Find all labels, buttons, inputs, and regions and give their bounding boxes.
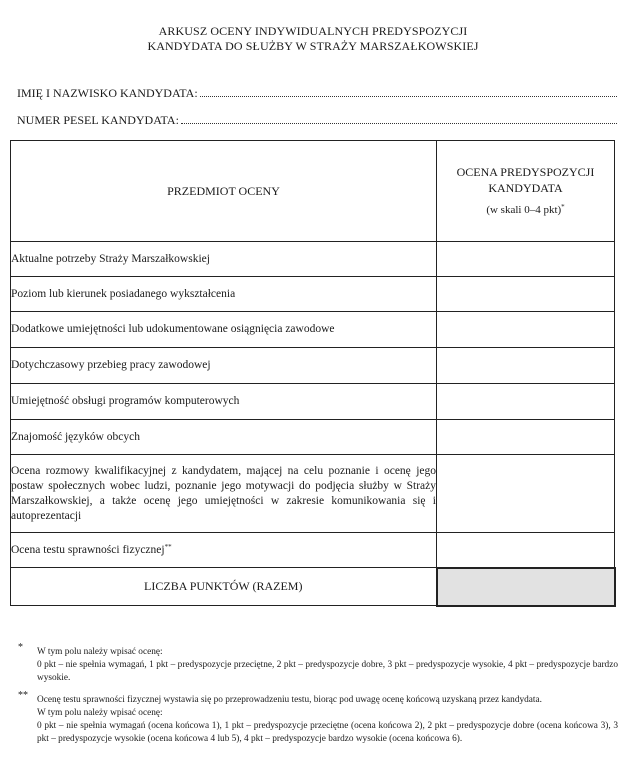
footnote-1-mark: *	[18, 642, 23, 653]
footnote-1-line1: W tym polu należy wpisać ocenę:	[37, 647, 163, 657]
candidate-name-dotted-line[interactable]	[200, 86, 617, 97]
subject-column-header-text: PRZEDMIOT OCENY	[167, 183, 280, 198]
criterion-languages: Znajomość języków obcych	[11, 420, 437, 455]
table-row	[11, 277, 615, 312]
footnote-1-line2: 0 pkt – nie spełnia wymagań, 1 pkt – predyspozycje przeciętne, 2 pkt – predyspozycje dobre, 3 pkt – predyspozycje wysokie, 4 pkt – predyspozycje bardzo wysokie.	[37, 660, 618, 683]
criterion-interview: Ocena rozmowy kwalifikacyjnej z kandydatem, mającej na celu poznanie i ocenę jego postaw społecznych wobec ludzi, poznanie jego motywacji do podjęcia służby w Straży Marszałkowskiej, a także ocenę jego umiejętności w zakresie komunikowania się i autoprezentacji	[11, 455, 437, 533]
footnote-2-line3: 0 pkt – nie spełnia wymagań (ocena końcowa 1), 1 pkt – predyspozycje przeciętne (ocena końcowa 2), 2 pkt – predyspozycje dobre (ocena końcowa 3), 3 pkt – predyspozycje wysokie (ocena końcowa 4 lub 5), 4 pkt – predyspozycje bardzo wysokie (ocena końcowa 6).	[37, 721, 618, 744]
table-row	[11, 455, 615, 533]
candidate-pesel-dotted-line[interactable]	[181, 113, 617, 124]
score-header-line1: OCENA PREDYSPOZYCJI	[456, 165, 595, 179]
form-title	[0, 24, 626, 54]
table-row	[11, 420, 615, 455]
total-score-cell[interactable]	[437, 568, 615, 606]
footnote-1	[37, 646, 618, 685]
subject-column-header	[11, 141, 437, 242]
form-title-line1: ARKUSZ OCENY INDYWIDUALNYCH PREDYSPOZYCJI	[158, 24, 468, 38]
score-cell-education[interactable]	[437, 277, 615, 312]
candidate-name-label: IMIĘ I NAZWISKO KANDYDATA:	[17, 86, 198, 100]
criterion-education: Poziom lub kierunek posiadanego wykształcenia	[11, 277, 437, 312]
assessment-table	[10, 140, 616, 607]
footnote-ref-1: *	[561, 203, 565, 211]
total-row	[11, 568, 615, 606]
footnote-2-mark: **	[18, 690, 28, 701]
table-row	[11, 242, 615, 277]
score-cell-physical-test[interactable]	[437, 533, 615, 568]
score-scale-note	[486, 202, 564, 218]
score-cell-work-history[interactable]	[437, 348, 615, 384]
table-row	[11, 312, 615, 348]
footnote-2-line1: Ocenę testu sprawności fizycznej wystawia się po przeprowadzeniu testu, biorąc pod uwagę ocenę końcową uzyskaną przez kandydata.	[37, 695, 542, 705]
table-row	[11, 348, 615, 384]
criterion-computer-skills: Umiejętność obsługi programów komputerowych	[11, 384, 437, 420]
candidate-pesel-field[interactable]	[17, 113, 617, 127]
score-header-line2: KANDYDATA	[488, 181, 563, 195]
table-header-row	[11, 141, 615, 242]
footnote-ref-2: **	[164, 542, 172, 551]
criterion-skills: Dodatkowe umiejętności lub udokumentowane osiągnięcia zawodowe	[11, 312, 437, 348]
score-cell-needs[interactable]	[437, 242, 615, 277]
score-scale-text: (w skali 0–4 pkt)	[486, 204, 562, 216]
form-title-line2: KANDYDATA DO SŁUŻBY W STRAŻY MARSZAŁKOWSKIEJ	[147, 39, 479, 53]
table-row	[11, 533, 615, 568]
score-column-header	[437, 141, 615, 242]
score-cell-languages[interactable]	[437, 420, 615, 455]
footnote-2	[37, 694, 618, 746]
score-cell-interview[interactable]	[437, 455, 615, 533]
table-row	[11, 384, 615, 420]
criterion-needs: Aktualne potrzeby Straży Marszałkowskiej	[11, 242, 437, 277]
score-cell-skills[interactable]	[437, 312, 615, 348]
candidate-pesel-label: NUMER PESEL KANDYDATA:	[17, 113, 179, 127]
criterion-work-history: Dotychczasowy przebieg pracy zawodowej	[11, 348, 437, 384]
candidate-name-field[interactable]	[17, 86, 617, 100]
criterion-physical-test	[11, 533, 437, 568]
criterion-physical-test-text: Ocena testu sprawności fizycznej	[11, 543, 165, 556]
total-label: LICZBA PUNKTÓW (RAZEM)	[11, 568, 437, 606]
footnote-2-line2: W tym polu należy wpisać ocenę:	[37, 708, 163, 718]
score-cell-computer-skills[interactable]	[437, 384, 615, 420]
